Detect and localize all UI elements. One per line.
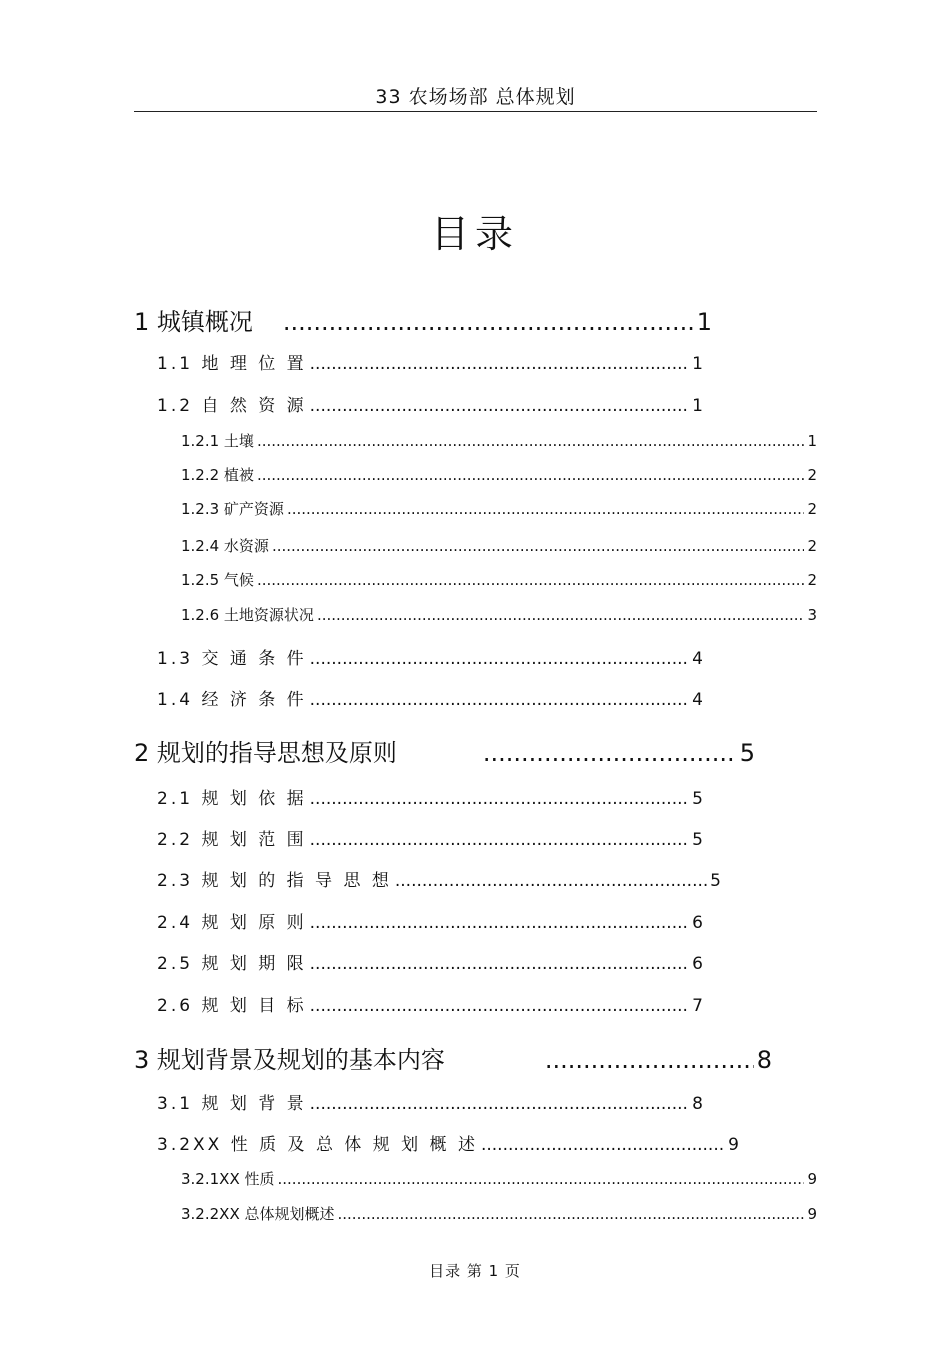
toc-entry-2-3[interactable]	[157, 866, 721, 891]
toc-page-number: 7	[692, 996, 703, 1016]
toc-leader-dots	[257, 432, 805, 450]
toc-leader-dots	[483, 739, 737, 767]
toc-label: 1.4 经 济 条 件	[157, 690, 307, 710]
toc-page-number: 2	[807, 571, 817, 589]
toc-label: 2.3 规 划 的 指 导 思 想	[157, 871, 392, 891]
toc-leader-dots	[310, 996, 690, 1016]
toc-leader-dots	[395, 871, 707, 891]
toc-leader-dots	[310, 396, 690, 416]
toc-label: 2.2 规 划 范 围	[157, 830, 307, 850]
toc-leader-dots	[257, 466, 805, 484]
toc-page-number: 2	[807, 500, 817, 518]
toc-label: 2.5 规 划 期 限	[157, 954, 307, 974]
toc-label: 2.6 规 划 目 标	[157, 996, 307, 1016]
toc-page-number: 6	[692, 913, 703, 933]
toc-leader-dots	[272, 537, 805, 555]
toc-entry-2[interactable]	[134, 733, 755, 768]
toc-label: 1.2.5 气候	[181, 571, 254, 589]
toc-label: 3.2.1XX 性质	[181, 1170, 275, 1188]
toc-page-number: 1	[696, 308, 712, 336]
toc-entry-1-4[interactable]	[157, 685, 703, 710]
toc-leader-dots	[310, 649, 690, 669]
toc-entry-3[interactable]	[134, 1040, 772, 1075]
toc-entry-3-2-2[interactable]	[181, 1203, 817, 1224]
toc-leader-dots	[310, 789, 690, 809]
toc-leader-dots	[283, 308, 694, 336]
toc-page-number: 1	[692, 354, 703, 374]
toc-entry-2-2[interactable]	[157, 825, 703, 850]
toc-label: 1.2.4 水资源	[181, 537, 269, 555]
toc-label: 1 城镇概况	[134, 308, 253, 336]
toc-entry-1-2[interactable]	[157, 391, 703, 416]
toc-entry-1-2-6[interactable]	[181, 604, 817, 625]
toc-page-number: 5	[692, 789, 703, 809]
header-title: 33 农场场部 总体规划	[375, 86, 576, 108]
toc-label: 1.2 自 然 资 源	[157, 396, 307, 416]
toc-page-number: 9	[728, 1135, 739, 1155]
toc-page-number: 4	[692, 649, 703, 669]
toc-entry-1[interactable]	[134, 302, 712, 337]
toc-entry-2-1[interactable]	[157, 784, 703, 809]
toc-page-number: 6	[692, 954, 703, 974]
toc-leader-dots	[310, 690, 690, 710]
toc-page-number: 1	[807, 432, 817, 450]
toc-entry-2-4[interactable]	[157, 908, 703, 933]
toc-entry-1-1[interactable]	[157, 349, 703, 374]
page-title: 目录	[430, 212, 519, 256]
toc-page-number: 8	[756, 1046, 772, 1074]
toc-label: 1.2.3 矿产资源	[181, 500, 284, 518]
toc-page-number: 8	[692, 1094, 703, 1114]
toc-label: 1.3 交 通 条 件	[157, 649, 307, 669]
toc-label: 1.2.1 土壤	[181, 432, 254, 450]
toc-entry-1-2-3[interactable]	[181, 498, 817, 519]
toc-leader-dots	[310, 1094, 690, 1114]
toc-leader-dots	[545, 1046, 754, 1074]
toc-entry-3-2[interactable]	[157, 1130, 739, 1155]
toc-leader-dots	[317, 606, 805, 624]
toc-label: 2.4 规 划 原 则	[157, 913, 307, 933]
toc-page-number: 5	[739, 739, 755, 767]
toc-page-number: 2	[807, 466, 817, 484]
toc-entry-1-2-1[interactable]	[181, 430, 817, 451]
toc-leader-dots	[257, 571, 805, 589]
toc-entry-1-2-4[interactable]	[181, 535, 817, 556]
toc-page-number: 5	[692, 830, 703, 850]
toc-label: 3.2XX 性 质 及 总 体 规 划 概 述	[157, 1135, 478, 1155]
toc-page-number: 3	[807, 606, 817, 624]
toc-entry-2-6[interactable]	[157, 991, 703, 1016]
toc-label: 3 规划背景及规划的基本内容	[134, 1046, 445, 1074]
toc-page-number: 2	[807, 537, 817, 555]
toc-label: 1.2.2 植被	[181, 466, 254, 484]
toc-leader-dots	[310, 954, 690, 974]
toc-page-number: 1	[692, 396, 703, 416]
toc-label: 1.2.6 土地资源状况	[181, 606, 314, 624]
toc-leader-dots	[310, 354, 690, 374]
toc-label: 3.2.2XX 总体规划概述	[181, 1205, 335, 1223]
toc-leader-dots	[310, 913, 690, 933]
toc-label: 2.1 规 划 依 据	[157, 789, 307, 809]
toc-entry-1-3[interactable]	[157, 644, 703, 669]
toc-label: 3.1 规 划 背 景	[157, 1094, 307, 1114]
toc-leader-dots	[481, 1135, 725, 1155]
toc-entry-3-2-1[interactable]	[181, 1168, 817, 1189]
toc-entry-3-1[interactable]	[157, 1089, 703, 1114]
toc-leader-dots	[287, 500, 805, 518]
toc-entry-1-2-2[interactable]	[181, 464, 817, 485]
toc-leader-dots	[310, 830, 690, 850]
toc-leader-dots	[278, 1170, 805, 1188]
toc-entry-1-2-5[interactable]	[181, 569, 817, 590]
toc-page-number: 9	[807, 1170, 817, 1188]
toc-label: 2 规划的指导思想及原则	[134, 739, 397, 767]
toc-page-number: 4	[692, 690, 703, 710]
toc-leader-dots	[338, 1205, 805, 1223]
toc-page-number: 9	[807, 1205, 817, 1223]
header-divider	[134, 111, 817, 112]
toc-entry-2-5[interactable]	[157, 949, 703, 974]
page-footer: 目录 第 1 页	[429, 1262, 521, 1280]
toc-page-number: 5	[710, 871, 721, 891]
toc-label: 1.1 地 理 位 置	[157, 354, 307, 374]
